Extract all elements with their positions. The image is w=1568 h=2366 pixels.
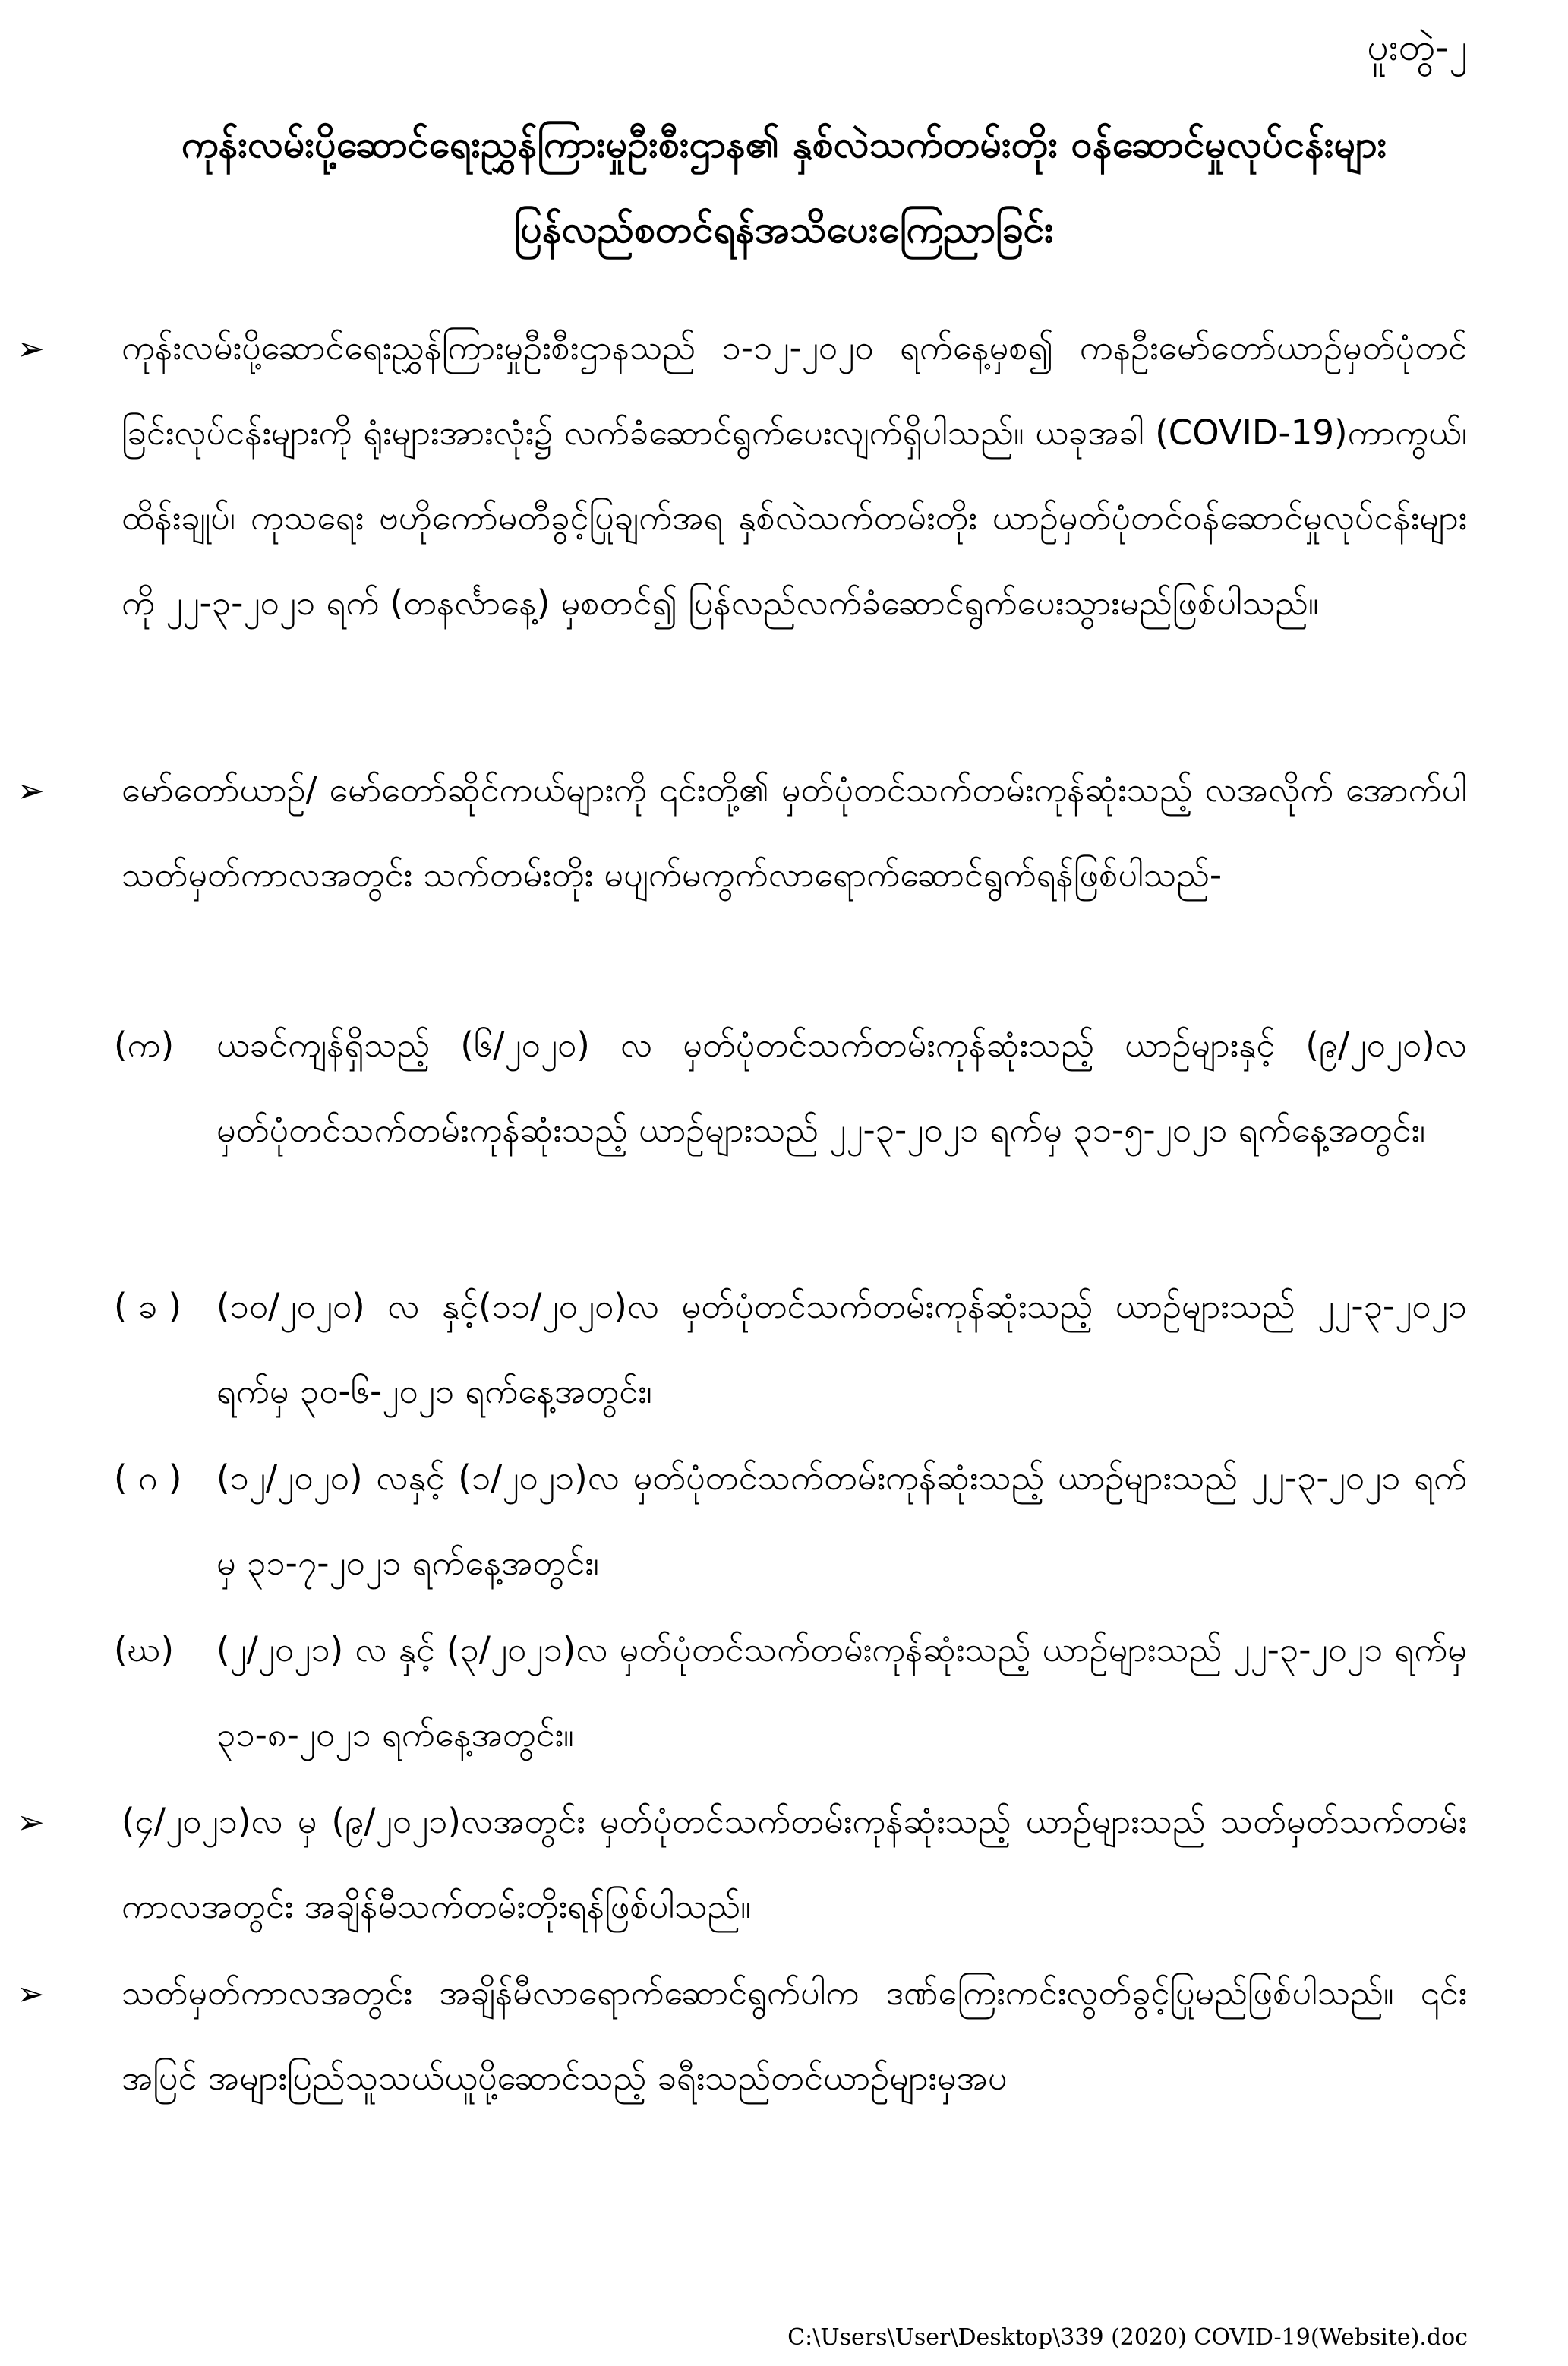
sub-item-marker-ga: ( ဂ ) [114,1458,182,1498]
bullet-arrow-icon: ➢ [17,772,45,810]
paragraph-3: (၄/၂၀၂၁)လ မှ (၉/၂၀၂၁)လအတွင်း မှတ်ပုံတင်သက်တမ်းကုန်ဆုံးသည့် ယာဉ်များသည် သတ်မှတ်သက်တမ်းကာလအတွင်း အချိန်မီသက်တမ်းတိုးရန်ဖြစ်ပါသည်။ [121,1801,1467,1926]
document-title-line-2: ပြန်လည်စတင်ရန်အသိပေးကြေညာခြင်း [513,207,1055,251]
sub-item-text-kha: (၁၀/၂၀၂၀) လ နှင့်(၁၁/၂၀၂၀)လ မှတ်ပုံတင်သက်တမ်းကုန်ဆုံးသည့် ယာဉ်များသည် ၂၂-၃-၂၀၂၁ ရက်မှ ၃၀-၆-၂၀၂၁ ရက်နေ့အတွင်း၊ [216,1286,1467,1411]
bullet-arrow-icon: ➢ [17,1975,45,2014]
bullet-arrow-icon: ➢ [17,330,45,368]
attachment-reference: ပူးတွဲ-၂ [1367,25,1468,69]
sub-item-text-gha: (၂/၂၀၂၁) လ နှင့် (၃/၂၀၂၁)လ မှတ်ပုံတင်သက်တမ်းကုန်ဆုံးသည့် ယာဉ်များသည် ၂၂-၃-၂၀၂၁ ရက်မှ ၃၁-၈-၂၀၂၁ ရက်နေ့အတွင်း။ [216,1629,1467,1755]
sub-item-marker-kha: ( ခ ) [114,1286,182,1326]
paragraph-2: မော်တော်ယာဉ်/ မော်တော်ဆိုင်ကယ်များကို ၎င်းတို့၏ မှတ်ပုံတင်သက်တမ်းကုန်ဆုံးသည့် လအလိုက် အောက်ပါသတ်မှတ်ကာလအတွင်း သက်တမ်းတိုး မပျက်မကွက်လာရောက်ဆောင်ရွက်ရန်ဖြစ်ပါသည်- [121,769,1467,895]
footer-file-path: C:\Users\User\Desktop\339 (2020) COVID-19(Website).doc [787,2324,1468,2351]
sub-item-marker-ka: (က) [114,1025,175,1065]
sub-item-marker-gha: (ဃ) [114,1629,175,1669]
paragraph-1: ကုန်းလမ်းပို့ဆောင်ရေးညွှန်ကြားမှုဦးစီးဌာနသည် ၁-၁၂-၂၀၂၀ ရက်နေ့မှစ၍ ကနဦးမော်တော်ယာဉ်မှတ်ပုံတင်ခြင်းလုပ်ငန်းများကို ရုံးများအားလုံး၌ လက်ခံဆောင်ရွက်ပေးလျက်ရှိပါသည်။ ယခုအခါ (COVID-19)ကာကွယ်၊ ထိန်းချုပ်၊ ကုသရေး ဗဟိုကော်မတီခွင့်ပြုချက်အရ နှစ်လဲသက်တမ်းတိုး ယာဉ်မှတ်ပုံတင်ဝန်ဆောင်မှုလုပ်ငန်းများကို ၂၂-၃-၂၀၂၁ ရက် (တနင်္လာနေ့) မှစတင်၍ ပြန်လည်လက်ခံဆောင်ရွက်ပေးသွားမည်ဖြစ်ပါသည်။ [121,327,1467,623]
bullet-arrow-icon: ➢ [17,1803,45,1842]
paragraph-4: သတ်မှတ်ကာလအတွင်း အချိန်မီလာရောက်ဆောင်ရွက်ပါက ဒဏ်ကြေးကင်းလွတ်ခွင့်ပြုမည်ဖြစ်ပါသည်။ ၎င်းအပြင် အများပြည်သူသယ်ယူပို့ဆောင်သည့် ခရီးသည်တင်ယာဉ်များမှအပ [121,1973,1467,2098]
document-title-line-1: ကုန်းလမ်းပို့ဆောင်ရေးညွှန်ကြားမှုဦးစီးဌာန၏ နှစ်လဲသက်တမ်းတိုး ဝန်ဆောင်မှုလုပ်ငန်းများ [181,122,1387,166]
sub-item-text-ka: ယခင်ကျန်ရှိသည့် (၆/၂၀၂၀) လ မှတ်ပုံတင်သက်တမ်းကုန်ဆုံးသည့် ယာဉ်များနှင့် (၉/၂၀၂၀)လ မှတ်ပုံတင်သက်တမ်းကုန်ဆုံးသည့် ယာဉ်များသည် ၂၂-၃-၂၀၂၁ ရက်မှ ၃၁-၅-၂၀၂၁ ရက်နေ့အတွင်း၊ [216,1025,1467,1150]
sub-item-text-ga: (၁၂/၂၀၂၀) လနှင့် (၁/၂၀၂၁)လ မှတ်ပုံတင်သက်တမ်းကုန်ဆုံးသည့် ယာဉ်များသည် ၂၂-၃-၂၀၂၁ ရက်မှ ၃၁-၇-၂၀၂၁ ရက်နေ့အတွင်း၊ [216,1458,1467,1583]
